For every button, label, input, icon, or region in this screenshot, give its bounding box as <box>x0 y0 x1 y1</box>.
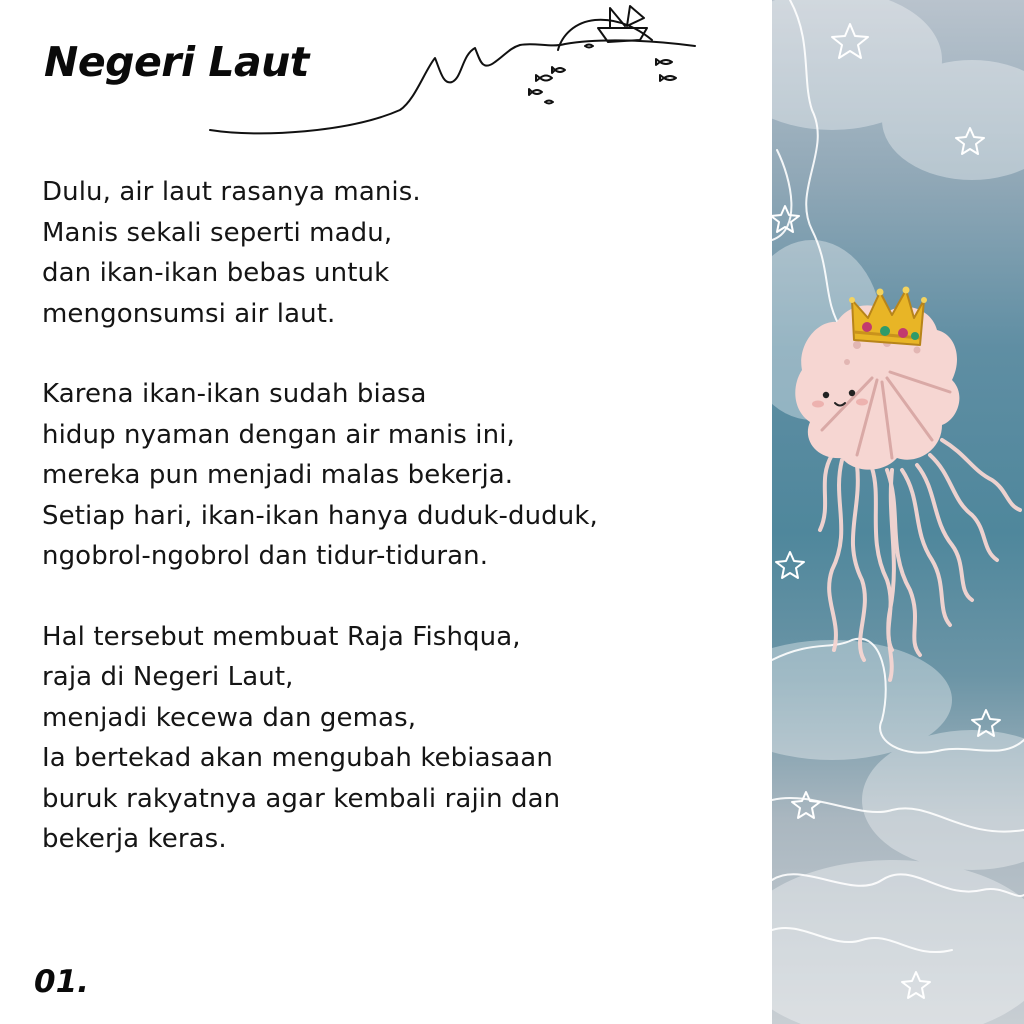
story-line: Hal tersebut membuat Raja Fishqua, <box>42 621 521 652</box>
story-line: mengonsumsi air laut. <box>42 298 336 329</box>
story-line: menjadi kecewa dan gemas, <box>42 702 417 733</box>
cloud-shapes <box>772 0 1024 1024</box>
story-line: Dulu, air laut rasanya manis. <box>42 177 421 207</box>
story-text <box>42 172 742 900</box>
story-line: mereka pun menjadi malas bekerja. <box>42 460 514 490</box>
jellyfish-eye-left <box>823 392 829 398</box>
jellyfish-illustration <box>772 0 1024 1024</box>
story-line: hidup nyaman dengan air manis ini, <box>42 419 515 450</box>
paragraph-3 <box>42 617 742 860</box>
story-line: buruk rakyatnya agar kembali rajin dan <box>42 783 561 814</box>
sky-sea-scene <box>772 0 1024 1024</box>
story-line: Setiap hari, ikan-ikan hanya duduk-duduk, <box>42 500 598 531</box>
story-line: bekerja keras. <box>42 824 227 854</box>
sea-boat-doodle <box>200 0 720 150</box>
story-line: dan ikan-ikan bebas untuk <box>42 258 390 288</box>
jellyfish-eye-right <box>849 390 855 396</box>
story-line: raja di Negeri Laut, <box>42 662 294 692</box>
paragraph-1 <box>42 172 742 334</box>
story-line: ngobrol-ngobrol dan tidur-tiduran. <box>42 541 489 571</box>
story-line: Ia bertekad akan mengubah kebiasaan <box>42 743 553 773</box>
page-number: 01. <box>34 964 89 1000</box>
story-line: Karena ikan-ikan sudah biasa <box>42 379 427 409</box>
story-line: Manis sekali seperti madu, <box>42 217 393 248</box>
paragraph-2 <box>42 374 742 577</box>
page-title: Negeri Laut <box>44 38 309 86</box>
